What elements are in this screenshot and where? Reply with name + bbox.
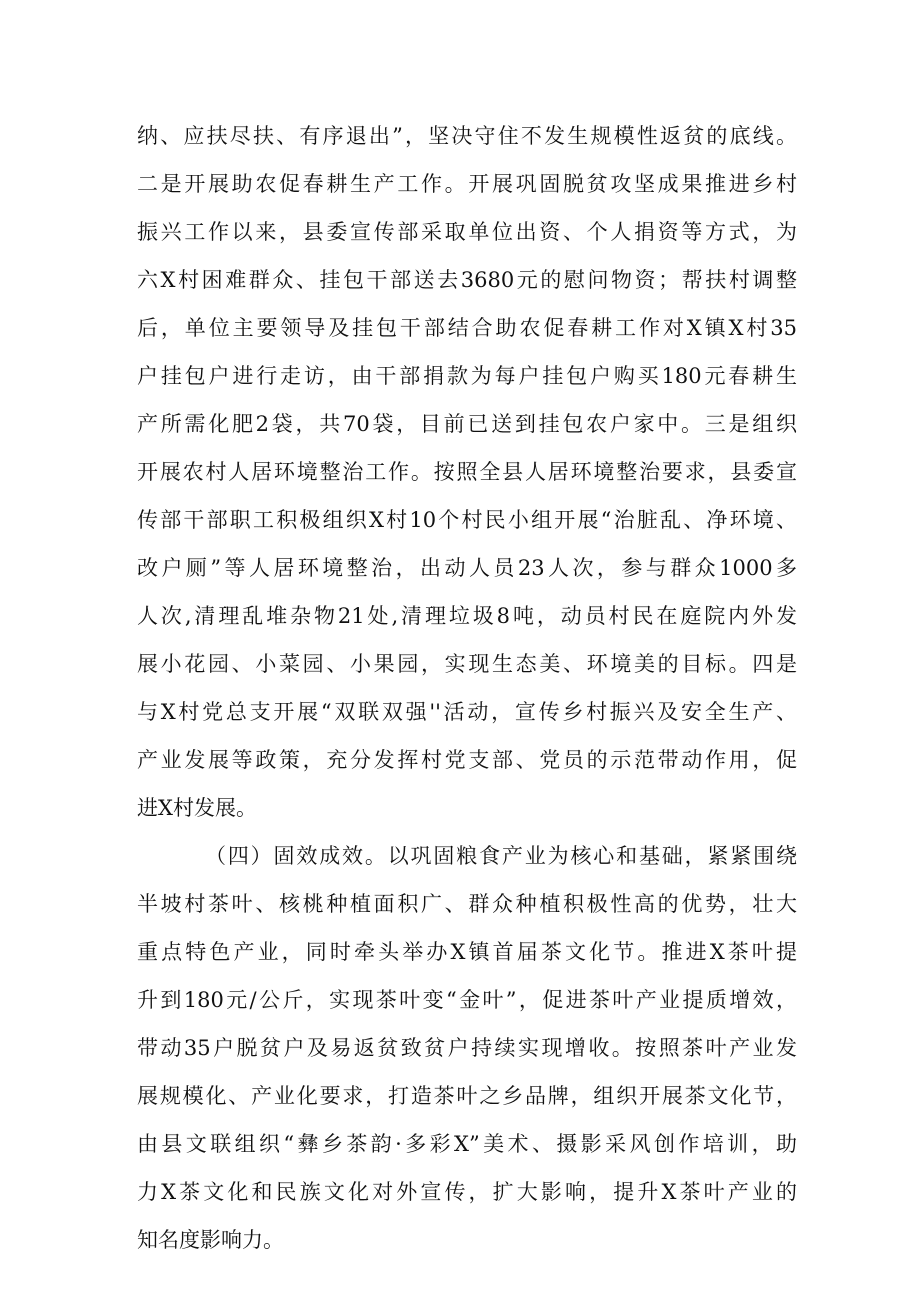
text-line: 二是开展助农促春耕生产工作。开展巩固脱贫攻坚成果推进乡村 <box>137 172 797 196</box>
text-line: 传部干部职工积极组织X村10个村民小组开展“治脏乱、净环境、 <box>137 508 797 532</box>
text-line: 产业发展等政策，充分发挥村党支部、党员的示范带动作用，促 <box>137 748 797 772</box>
paragraph-1 <box>137 112 797 832</box>
text-line: 进X村发展。 <box>137 796 257 820</box>
paragraph-2 <box>137 832 797 1264</box>
text-line: 改户厕”等人居环境整治，出动人员23人次，参与群众1000多 <box>137 556 797 580</box>
text-line: 带动35户脱贫户及易返贫致贫户持续实现增收。按照茶叶产业发 <box>137 1036 797 1060</box>
text-line: 展小花园、小菜园、小果园，实现生态美、环境美的目标。四是 <box>137 652 797 676</box>
text-line: 纳、应扶尽扶、有序退出”，坚决守住不发生规模性返贫的底线。 <box>137 124 797 148</box>
text-line: 展规模化、产业化要求，打造茶叶之乡品牌，组织开展茶文化节， <box>137 1084 797 1108</box>
text-line: 知名度影响力。 <box>137 1228 284 1252</box>
text-line: 半坡村茶叶、核桃种植面积广、群众种植积极性高的优势，壮大 <box>137 892 797 916</box>
text-line: 振兴工作以来，县委宣传部采取单位出资、个人捐资等方式，为 <box>137 220 797 244</box>
text-line: （四）固效成效。以巩固粮食产业为核心和基础，紧紧围绕 <box>205 844 797 868</box>
text-line: 后，单位主要领导及挂包干部结合助农促春耕工作对X镇X村35 <box>137 316 797 340</box>
text-line: 与X村党总支开展“双联双强''活动，宣传乡村振兴及安全生产、 <box>137 700 797 724</box>
text-line: 产所需化肥2袋，共70袋，目前已送到挂包农户家中。三是组织 <box>137 412 797 436</box>
text-line: 户挂包户进行走访，由干部捐款为每户挂包户购买180元春耕生 <box>137 364 797 388</box>
text-line: 重点特色产业，同时牵头举办X镇首届茶文化节。推进X茶叶提 <box>137 940 797 964</box>
text-line: 力X茶文化和民族文化对外宣传，扩大影响，提升X茶叶产业的 <box>137 1180 797 1204</box>
text-line: 升到180元/公斤，实现茶叶变“金叶”，促进茶叶产业提质增效， <box>137 988 797 1012</box>
text-line: 由县文联组织“彝乡茶韵·多彩X”美术、摄影采风创作培训，助 <box>137 1132 797 1156</box>
document-body <box>137 112 797 1264</box>
text-line: 六X村困难群众、挂包干部送去3680元的慰问物资；帮扶村调整 <box>137 268 797 292</box>
text-line: 开展农村人居环境整治工作。按照全县人居环境整治要求，县委宣 <box>137 460 797 484</box>
text-line: 人次,清理乱堆杂物21处,清理垃圾8吨，动员村民在庭院内外发 <box>137 604 797 628</box>
